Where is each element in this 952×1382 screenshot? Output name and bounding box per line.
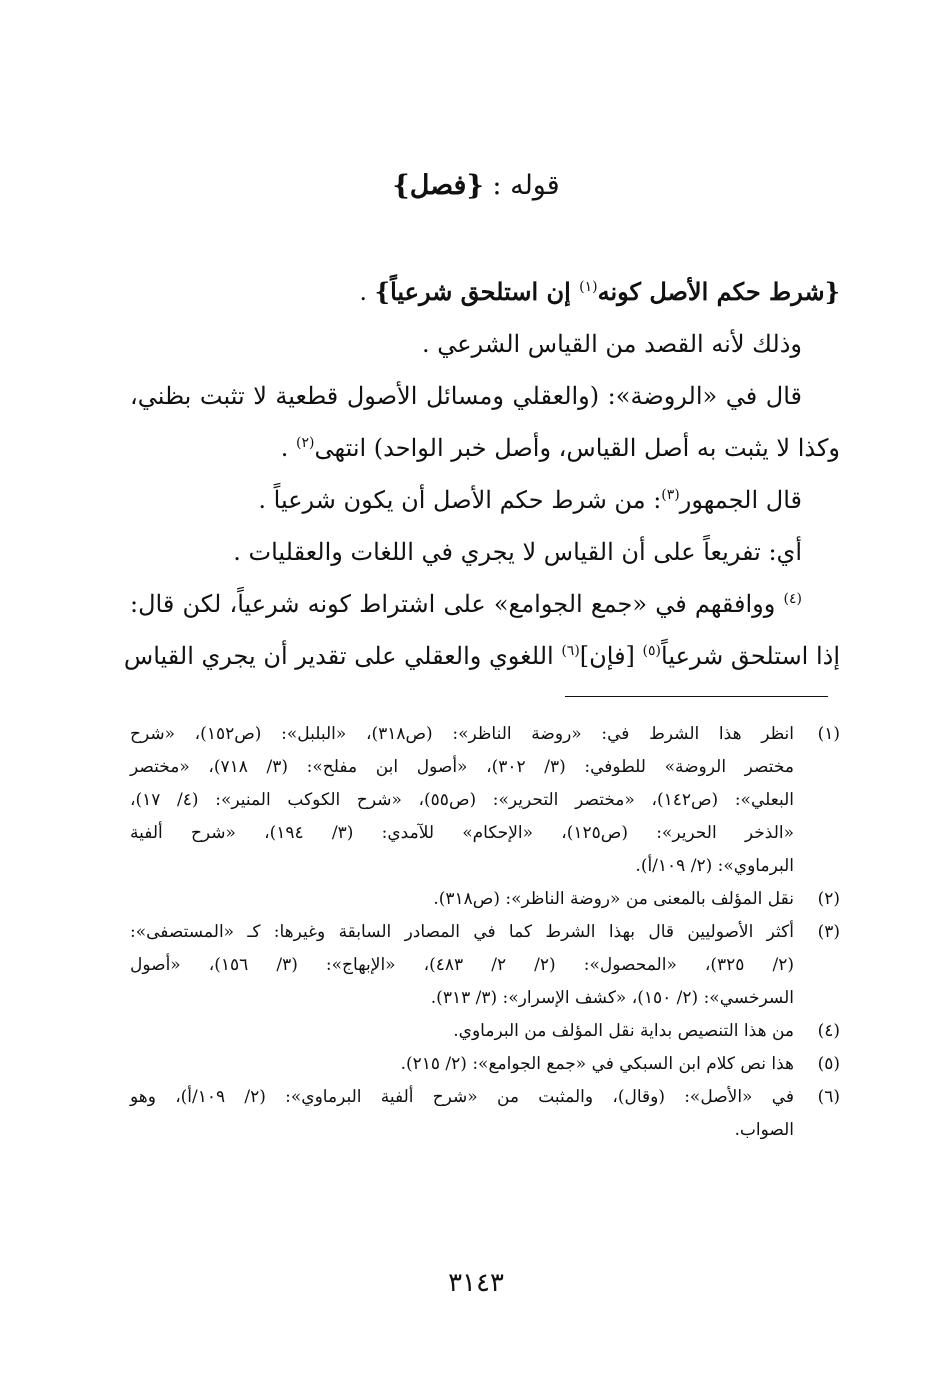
paragraph-text: اللغوي والعقلي على تقدير أن يجري القياس	[123, 642, 562, 670]
footnote-number: (٦)	[817, 1087, 840, 1107]
matn-text-b: إن استلحق شرعياً}	[374, 277, 580, 306]
main-line-2	[130, 318, 840, 370]
paragraph-text: وكذا لا يثبت به أصل القياس، وأصل خبر الواحد) انتهى	[314, 434, 840, 462]
paragraph-text: .	[280, 434, 297, 462]
footnote-1	[130, 718, 840, 883]
paragraph-text: وذلك لأنه القصد من القياس الشرعي .	[421, 330, 802, 358]
page-number: ٣١٤٣	[448, 1268, 504, 1298]
section-heading	[0, 164, 952, 208]
footnote-ref-6: (٦)	[561, 643, 580, 659]
main-line-5	[130, 474, 840, 526]
footnote-line: هذا نص كلام ابن السبكي في «جمع الجوامع»: (٢/ ٢١٥).	[400, 1054, 794, 1074]
footnote-ref-5: (٥)	[642, 643, 662, 659]
main-line-7	[130, 578, 840, 630]
footnote-line: الصواب.	[734, 1120, 794, 1140]
main-line-3	[130, 370, 840, 422]
main-line-8	[123, 630, 840, 682]
main-line-6	[130, 526, 840, 578]
footnote-ref-1: (١)	[579, 279, 598, 295]
footnote-ref-3: (٣)	[661, 487, 680, 503]
footnote-line: البرماوي»: (٢/ ١٠٩/أ).	[635, 856, 794, 876]
footnote-number: (١)	[817, 724, 840, 744]
footnote-line: «الذخر الحرير»: (ص١٢٥)، «الإحكام» للآمدي: (٣/ ١٩٤)، «شرح ألفية	[130, 823, 795, 843]
footnote-line: من هذا التنصيص بداية نقل المؤلف من البرماوي.	[453, 1021, 794, 1041]
main-text	[123, 266, 840, 682]
footnote-number: (٣)	[817, 922, 840, 942]
main-line-4	[130, 422, 840, 474]
footnote-line: في «الأصل»: (وقال)، والمثبت من «شرح ألفية البرماوي»: (٢/ ١٠٩/أ)، وهو	[130, 1087, 794, 1107]
footnote-line: أكثر الأصوليين قال بهذا الشرط كما في المصادر السابقة وغيرها: كـ «المستصفى»:	[130, 922, 794, 942]
paragraph-text: قال الجمهور	[679, 486, 802, 514]
footnote-line: نقل المؤلف بالمعنى من «روضة الناظر»: (ص٣١٨).	[433, 889, 794, 909]
paragraph-text: قال في «الروضة»: (والعقلي ومسائل الأصول قطعية لا تثبت بظني،	[130, 382, 802, 410]
footnote-line: السرخسي»: (٢/ ١٥٠)، «كشف الإسرار»: (٣/ ٣١٣).	[430, 988, 794, 1008]
footnote-number: (٥)	[817, 1054, 840, 1074]
footnotes	[130, 718, 840, 1147]
footnote-4	[130, 1015, 840, 1048]
paragraph-text: إذا استلحق شرعياً	[661, 642, 840, 670]
footnote-2	[130, 883, 840, 916]
paragraph-text: : من شرط حكم الأصل أن يكون شرعياً .	[258, 486, 662, 514]
paragraph-text: ووافقهم في «جمع الجوامع» على اشتراط كونه شرعياً، لكن قال:	[130, 590, 784, 618]
footnote-line: مختصر الروضة» للطوفي: (٣/ ٣٠٢)، «أصول ابن مفلح»: (٣/ ٧١٨)، «مختصر	[130, 757, 795, 777]
paragraph-text: أي: تفريعاً على أن القياس لا يجري في اللغات والعقليات .	[233, 538, 802, 566]
footnote-separator	[565, 696, 828, 697]
footnote-3	[130, 916, 840, 1015]
footnote-5	[130, 1048, 840, 1081]
footnote-ref-2: (٢)	[296, 435, 315, 451]
matn-text-end: .	[359, 278, 375, 306]
footnote-line: انظر هذا الشرط في: «روضة الناظر»: (ص٣١٨)، «البلبل»: (ص١٥٢)، «شرح	[130, 724, 794, 744]
main-line-1	[130, 266, 840, 318]
footnote-ref-4: (٤)	[783, 591, 802, 607]
footnote-line: (٢/ ٣٢٥)، «المحصول»: (٢/ ٢/ ٤٨٣)، «الإبهاج»: (٣/ ١٥٦)، «أصول	[130, 955, 795, 975]
footnote-line: البعلي»: (ص١٤٢)، «مختصر التحرير»: (ص٥٥)، «شرح الكوكب المنير»: (٤/ ١٧)،	[130, 790, 794, 810]
footnote-number: (٤)	[817, 1021, 840, 1041]
heading-prefix: قوله :	[492, 170, 560, 201]
footnote-number: (٢)	[817, 889, 840, 909]
matn-text-a: {شرط حكم الأصل كونه	[597, 277, 840, 306]
paragraph-text: [فإن]	[579, 642, 643, 670]
footnote-6	[130, 1081, 840, 1147]
heading-title: {فصل}	[392, 170, 484, 201]
